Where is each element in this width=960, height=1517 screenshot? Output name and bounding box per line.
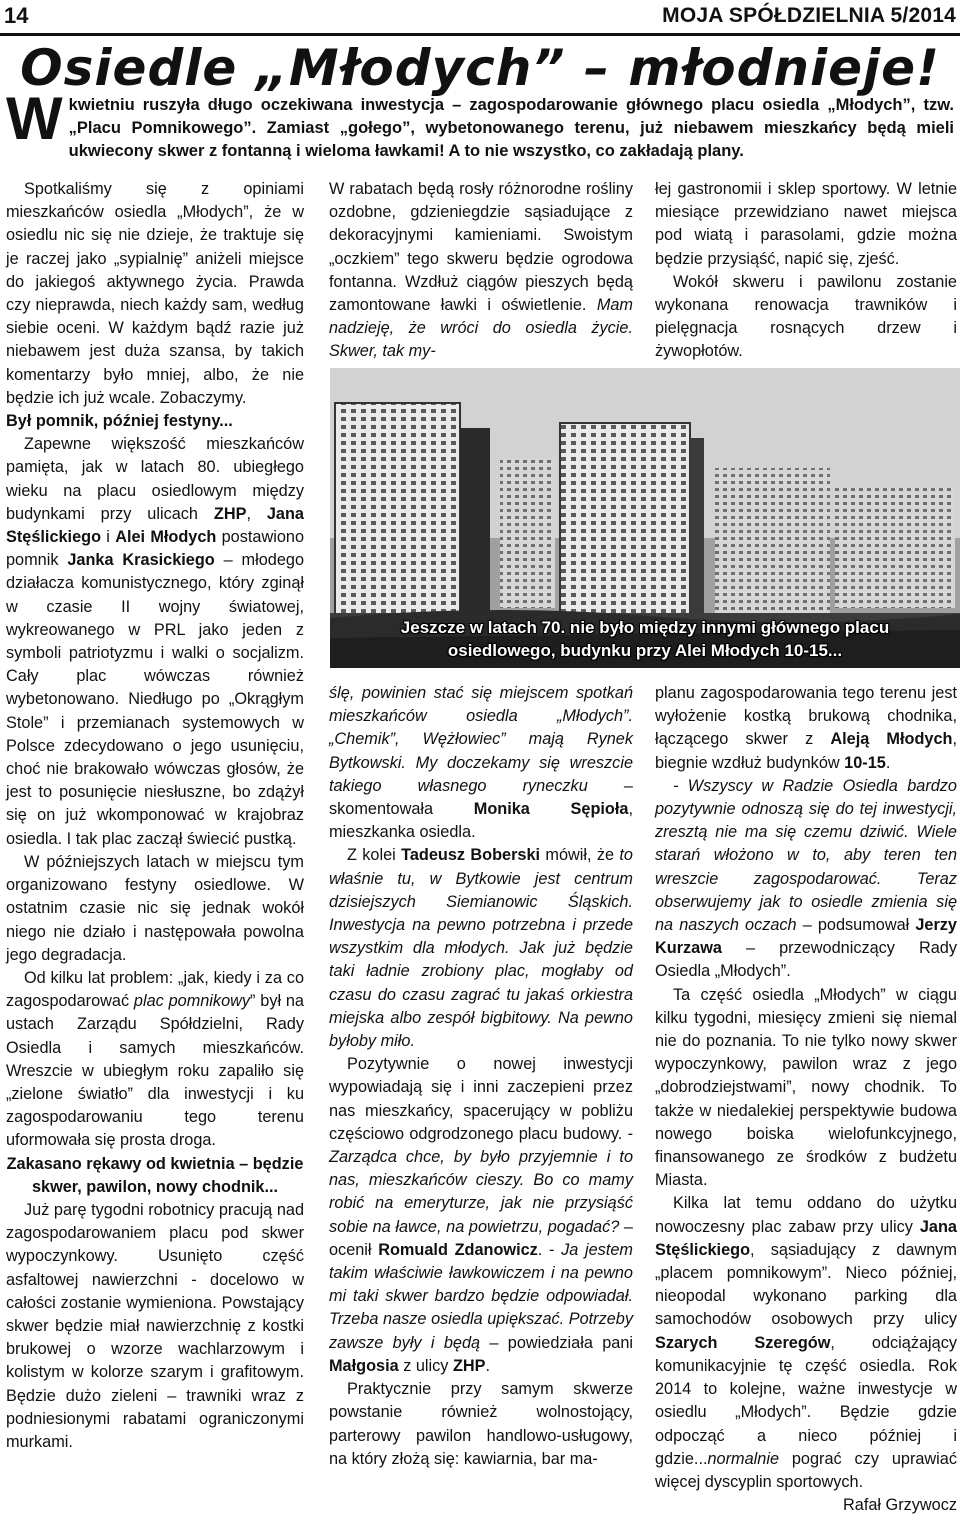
author-signature: Rafał Grzywocz [843, 1496, 957, 1515]
col3-paragraph: - Wszyscy w Radzie Osiedla bardzo pozytywnie odnoszą się do tej inwestycji, zresztą nie ma się czemu dziwić. Wiele starań włożono w to, aby teren ten wreszcie zagospodarować. Teraz obserwujemy jak to osiedle zmienia się na naszych oczach – podsumował Jerzy Kurzawa – przewodniczący Rady Osiedla „Młodych”. [655, 776, 957, 981]
col1-paragraph: Spotkaliśmy się z opiniami mieszkańców osiedla „Młodych”, że w osiedlu nic się nie dzieje, że traktuje się je raczej jako „sypialnię” aniżeli miejsce do jakiegoś aktywnego życia. Prawda czy nieprawda, niech każdy sam, według siebie oceni. W każdym bądź razie już niebawem jest duża szansa, by takich komentarzy było mniej, albo, że nie będzie ich już wcale. Zobaczymy. [6, 180, 304, 407]
col2-paragraph: Praktycznie przy samym skwerze powstanie również wolnostojący, parterowy pawilon handlowo-usługowy, na który złożą się: kawiarnia, bar ma- [329, 1380, 633, 1468]
col1-subheading: Zakasano rękawy od kwietnia – będzie skwer, pawilon, nowy chodnik... [6, 1154, 304, 1196]
page-number: 14 [4, 3, 29, 28]
column-3-top [655, 178, 957, 387]
article-photo [330, 368, 960, 668]
column-2-bottom [329, 682, 633, 1471]
article-lead [6, 85, 954, 163]
column-1 [6, 178, 304, 1454]
col2-paragraph: Z kolei Tadeusz Boberski mówił, że to właśnie tu, w Bytkowie jest centrum dzisiejszych Siemianowic Śląskich. Inwestycja na pewno potrzebna i przede wszystkim dla młodych. Jak już będzie taki ładnie zrobiony plac, mogłaby od czasu do czasu zagrać tu jakaś orkiestra miejska albo zespół bigbitowy. Na pewno byłoby miło. [329, 846, 633, 1051]
col3-paragraph: Wokół skweru i pawilonu zostanie wykonana renowacja trawników i pielęgnacja rosnących drzew i żywopłotów. [655, 272, 957, 361]
header-rule [0, 33, 960, 36]
col2-paragraph: Pozytywnie o nowej inwestycji wypowiadają się i inni zaczepieni przez nas mieszkańcy, spacerujący w pobliżu częściowo odgrodzonego placu budowy. - Zarządca chce, by było przyjemnie i to nas, mieszkańców cieszy. Bo co mamy robić na emeryturze, jak nie przysiąść sobie na ławce, na powietrzu, pogadać? – ocenił Romuald Zdanowicz. - Ja jestem takim właściwie ławkowiczem i na pewno mi taki skwer bardzo będzie odpowiadał. Trzeba nasze osiedla upiększać. Potrzeby zawsze były i będą – powiedziała pani Małgosia z ulicy ZHP. [329, 1055, 633, 1375]
col2-paragraph: W rabatach będą rosły różnorodne rośliny ozdobne, gdzieniegdzie sąsiadujące z dekoracyjnymi kamieniami. Swoistym „oczkiem” tego skweru będzie ogrodowa fontanna. Wzdłuż ciągów pieszych będą zamontowane ławki i oświetlenie. Mam nadzieję, że wróci do osiedla życie. Skwer, tak my- [329, 180, 633, 361]
col3-paragraph: Kilka lat temu oddano do użytku nowoczesny plac zabaw przy ulicy Jana Stęślickiego, sąsiadujący z dawnym „placem pomnikowym”. Nieco później, nieopodal wykonano parking dla samochodów osobowych przy ulicy Szarych Szeregów, odciążający komunikacyjnie tę część osiedla. Rok 2014 to kolejne, ważne inwestycje w osiedlu „Młodych”. Będzie gdzie odpocząć a nieco później i gdzie...normalnie pograć czy uprawiać więcej dyscyplin sportowych. [655, 1194, 957, 1491]
article-title: Osiedle „Młodych” – młodnieje! [20, 39, 940, 97]
magazine-title: MOJA SPÓŁDZIELNIA 5/2014 [662, 4, 956, 27]
page-header [0, 0, 960, 34]
col1-paragraph: Już parę tygodni robotnicy pracują nad zagospodarowaniem placu pod skwer wypoczynkowy. Usunięto część asfaltowej nawierzchni - docelowo w całości zostanie wymieniona. Powstający skwer będzie miał nawierzchnię z kostki brukowej o wzorze wachlarzowym i kolistym w kolorze szarym i grafitowym. Będzie dużo zieleni – trawniki wraz z podniesionymi rabatami ograniczonymi murkami. [6, 1200, 304, 1451]
photo-caption-line-1: Jeszcze w latach 70. nie było między innymi głównego placu [400, 618, 890, 637]
col1-subheading: Był pomnik, później festyny... [6, 412, 233, 431]
col3-paragraph: planu zagospodarowania tego terenu jest wyłożenie kostką brukową chodnika, łączącego skwer z Aleją Młodych, biegnie wzdłuż budynków 10-15. [655, 684, 957, 772]
photo-caption-line-2: osiedlowego, budynku przy Alei Młodych 10-15... [447, 641, 843, 660]
col2-paragraph: ślę, powinien stać się miejscem spotkań mieszkańców osiedla „Młodych”. „Chemik”, Wężłowiec” mają Rynek Bytkowski. My doczekamy się wreszcie takiego własnego ryneczku – skomentowała Monika Sępioła, mieszkanka osiedla. [329, 684, 633, 842]
lead-text: kwietniu ruszyła długo oczekiwana inwestycja – zagospodarowanie głównego placu osiedla „Młodych”, tzw. „Placu Pomnikowego”. Zamiast „gołego”, wybetonowanego terenu, już niebawem mieszkańcy będą mieli ukwiecony skwer z fontanną i wieloma ławkami! A to nie wszystko, co zakładają plany. [68, 96, 954, 160]
column-2-top [329, 178, 633, 364]
col1-paragraph: Od kilku lat problem: „jak, kiedy i za co zagospodarować plac pomnikowy” był na ustach Zarządu Spółdzielni, Rady Osiedla i samych mieszkańców. Wreszcie w ubiegłym roku zapaliło się „zielone światło” dla inwestycji i ku zagospodarowaniu tego terenu uformowała się prosta droga. [6, 968, 304, 1150]
col3-paragraph: Ta część osiedla „Młodych” w ciągu kilku tygodni, miesięcy zmieni się niemal nie do poznania. To nie tylko nowy skwer wypoczynkowy, pawilon wraz z jego „dobrodziejstwami”, nowy chodnik. To także w niedalekiej perspektywie budowa nowego boiska wielofunkcyjnego, finansowanego ze środków z budżetu Miasta. [655, 985, 957, 1190]
col3-paragraph: łej gastronomii i sklep sportowy. W letnie miesiące przewidziano nawet miejsca pod wiatą i parasolami, gdzie można będzie przysiąść, napić się, zjeść. [655, 180, 957, 268]
col1-paragraph: Zapewne większość mieszkańców pamięta, jak w latach 80. ubiegłego wieku na placu osiedlowym między budynkami przy ulicach ZHP, Jana Stęślickiego i Alei Młodych postawiono pomnik Janka Krasickiego – młodego działacza komunistycznego, który zginął w czasie II wojny światowej, wykreowanego w PRL jako jeden z symboli patriotyzmu i walki o socjalizm. Cały plac wówczas również wybetonowano. Niedługo po „Okrągłym Stole” i przemianach systemowych w Polsce zdecydowano o jego usunięciu, choć nie brakowało wówczas głosów, że jest to posunięcie niesłuszne, bo zdążył się on już wkomponować w krajobraz osiedla. I tak plac zaczął świecić pustką. [6, 435, 305, 848]
lead-dropcap: W [6, 85, 63, 152]
col1-paragraph: W późniejszych latach w miejscu tym organizowano festyny osiedlowe. W ostatnim czasie nic się jednak wokół niego nie działo i następowała powolna jego degradacja. [6, 852, 304, 964]
column-3-bottom [655, 682, 957, 1517]
